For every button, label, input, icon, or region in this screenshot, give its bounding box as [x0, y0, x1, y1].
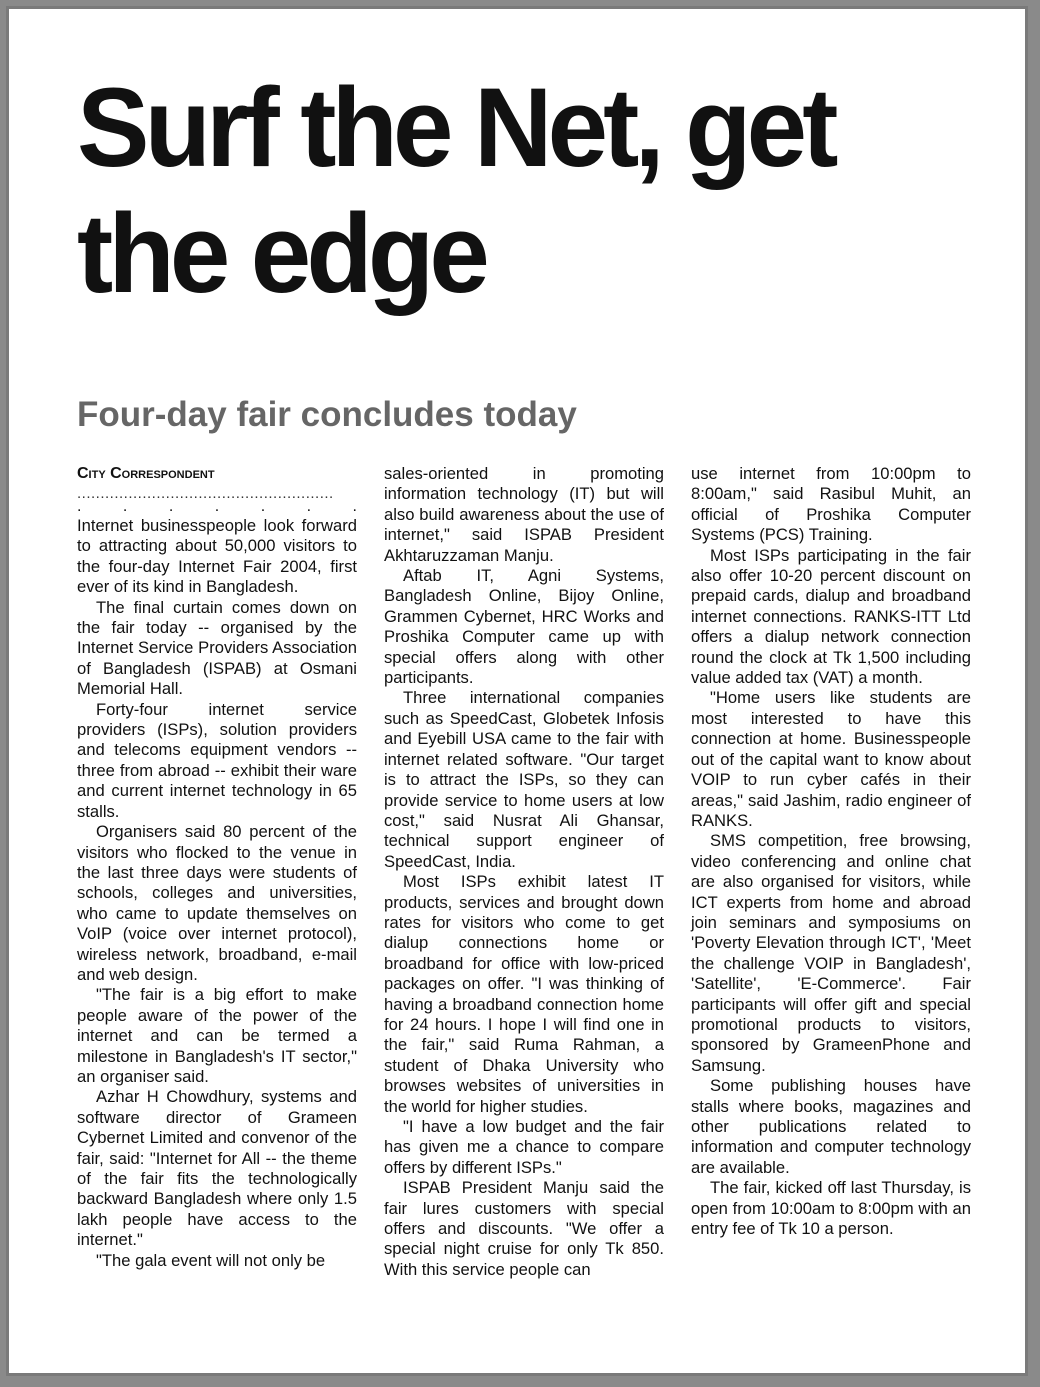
paragraph: Organisers said 80 percent of the visitors who flocked to the venue in the last three days were students of schools, colleges and universities, who came to update themselves on VoIP (voice over internet protocol), wireless network, broadband, e-mail and web design. — [77, 822, 357, 984]
paragraph: SMS competition, free browsing, video conferencing and online chat are also organised for visitors, while ICT experts from home and abroad join seminars and symposiums on 'Poverty Elevation through ICT', 'Meet the challenge VOIP in Bangladesh', 'Satellite', 'E-Commerce'. Fair participants will offer gift and special promotional products to visitors, sponsored by GrameenPhone and Samsung. — [691, 831, 971, 1075]
article-column-3 — [691, 464, 971, 1239]
paragraph: Some publishing houses have stalls where books, magazines and other publications related to information and computer technology are available. — [691, 1076, 971, 1177]
paragraph: Forty-four internet service providers (ISPs), solution providers and telecoms equipment vendors -- three from abroad -- exhibit their ware and current internet technology in 65 stalls. — [77, 699, 357, 821]
article-column-2 — [384, 464, 664, 1280]
paragraph: Most ISPs exhibit latest IT products, services and brought down rates for visitors who come to get dialup connections home or broadband for office with low-priced packages on offer. "I was thinking of having a broadband connection home for 24 hours. I hope I will find one in the fair," said Ruma Rahman, a student of Dhaka University who browses websites of universities in the world for higher studies. — [384, 872, 664, 1116]
paragraph: "Home users like students are most interested to have this connection at home. Businesspeople out of the capital want to know about VOIP to run cyber cafés in their areas," said Jashim, radio engineer of RANKS. — [691, 688, 971, 830]
article-column-1 — [77, 464, 357, 1271]
paragraph: ISPAB President Manju said the fair lures customers with special offers and discounts. "We offer a special night cruise for only Tk 850. With this service people can — [384, 1178, 664, 1279]
paragraph: Three international companies such as SpeedCast, Globetek Infosis and Eyebill USA came to the fair with internet related software. "Our target is to attract the ISPs, so they can provide service to home users at low cost," said Nusrat Ali Ghansar, technical support engineer of SpeedCast, India. — [384, 688, 664, 871]
byline: City Correspondent — [77, 465, 215, 482]
dot-separator — [77, 500, 357, 514]
dot: . — [122, 498, 128, 515]
paragraph: use internet from 10:00pm to 8:00am," said Rasibul Muhit, an official of Proshika Computer Systems (PCS) Training. — [691, 464, 971, 545]
paragraph: The fair, kicked off last Thursday, is open from 10:00am to 8:00pm with an entry fee of Tk 10 a person. — [691, 1178, 971, 1239]
paragraph: "I have a low budget and the fair has given me a chance to compare offers by different ISPs." — [384, 1117, 664, 1177]
dot: . — [260, 498, 266, 515]
paragraph: Most ISPs participating in the fair also offer 10-20 percent discount on prepaid cards, dialup and broadband internet connections. RANKS-ITT Ltd offers a dialup network connection round the clock at Tk 1,500 including value added tax (VAT) a month. — [691, 545, 971, 688]
newspaper-clipping — [6, 6, 1028, 1376]
paragraph: Azhar H Chowdhury, systems and software director of Grameen Cybernet Limited and convenor of the fair, said: "Internet for All -- the theme of the fair fits the technologically backward Bangladesh where only 1.5 lakh people have access to the internet." — [77, 1087, 357, 1250]
subheadline: Four-day fair concludes today — [77, 395, 577, 434]
dot: . — [306, 498, 312, 515]
paragraph: "The fair is a big effort to make people aware of the power of the internet and can be termed a milestone in Bangladesh's IT sector," an organiser said. — [77, 985, 357, 1086]
dot: . — [352, 498, 357, 515]
paragraph: Internet businesspeople look forward to attracting about 50,000 visitors to the four-day Internet Fair 2004, first ever of its kind in Bangladesh. — [77, 516, 357, 597]
paragraph: sales-oriented in promoting information technology (IT) but will also build awareness about the use of internet," said ISPAB President Akhtaruzzaman Manju. — [384, 464, 664, 565]
byline-rule: ....................................................... — [77, 488, 334, 500]
paragraph: "The gala event will not only be — [96, 1250, 326, 1270]
paragraph: Aftab IT, Agni Systems, Bangladesh Online, Bijoy Online, Grammen Cybernet, HRC Works and Proshika Computer came up with special offers along with other participants. — [384, 566, 664, 688]
paragraph: The final curtain comes down on the fair today -- organised by the Internet Service Providers Association of Bangladesh (ISPAB) at Osmani Memorial Hall. — [77, 597, 357, 699]
headline: Surf the Net, get the edge — [77, 65, 834, 316]
dot: . — [168, 498, 174, 515]
dot: . — [214, 498, 220, 515]
dot: . — [77, 498, 82, 515]
